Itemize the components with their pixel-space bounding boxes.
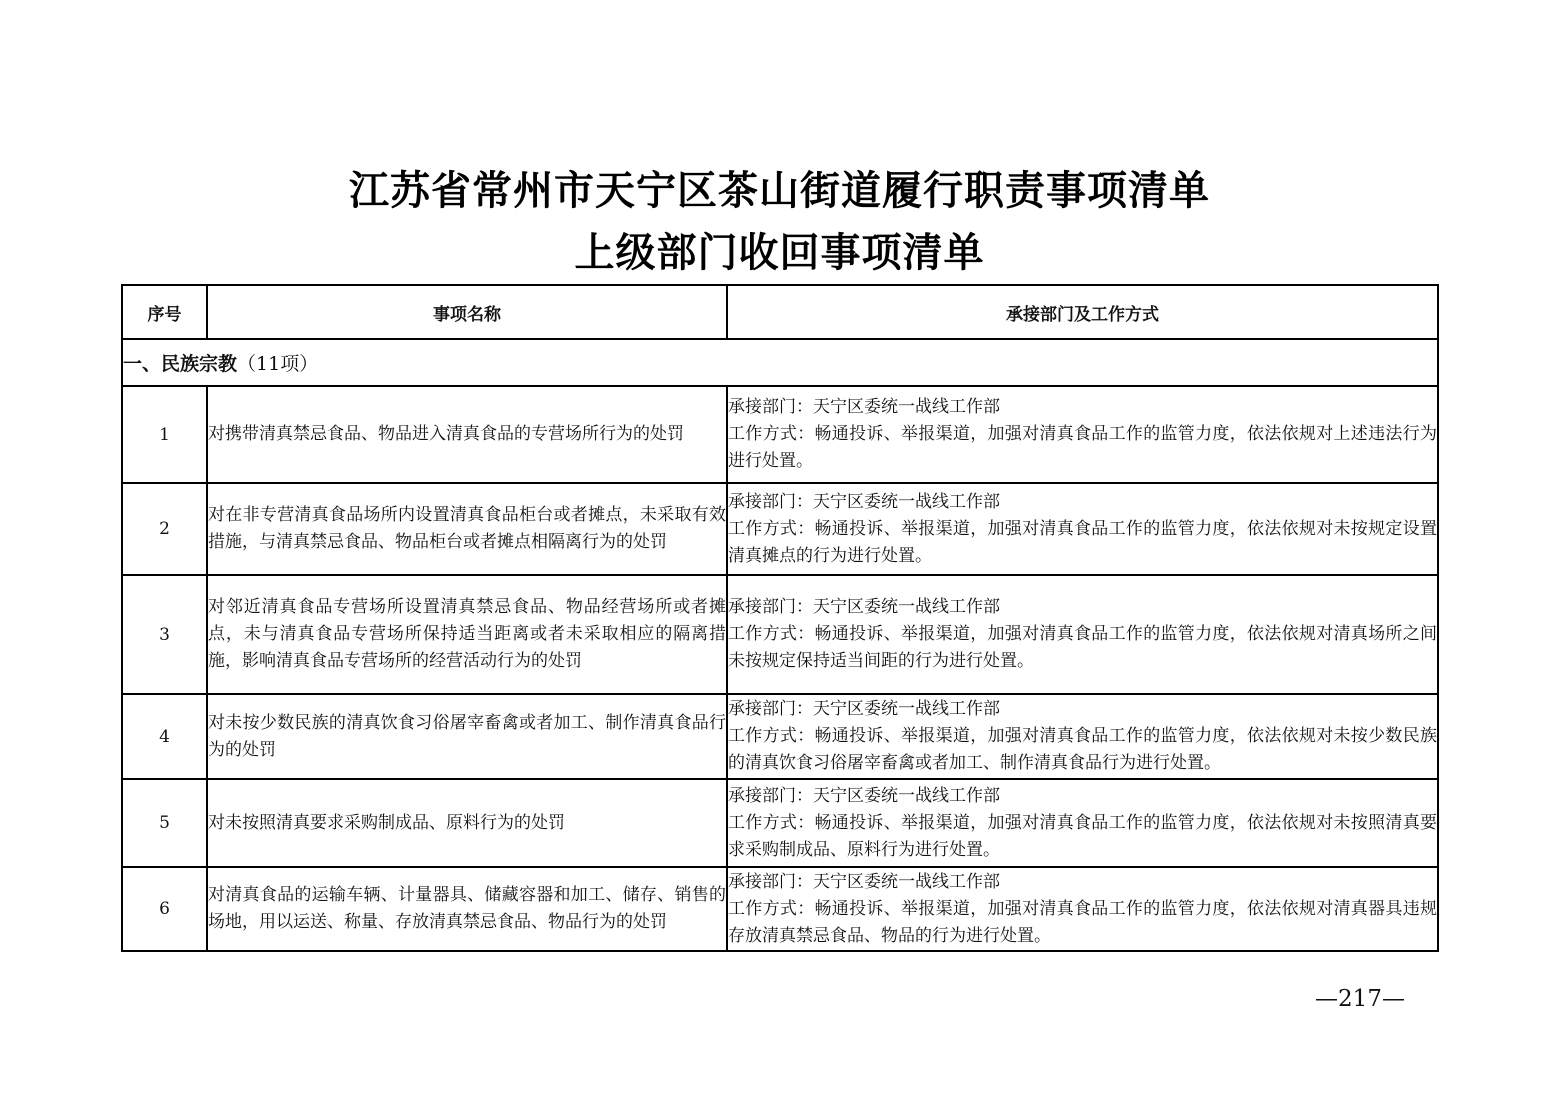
row-dept-line: 承接部门：天宁区委统一战线工作部 bbox=[728, 491, 1000, 512]
document-title bbox=[0, 160, 1559, 284]
row-index: 3 bbox=[122, 575, 207, 694]
table-row bbox=[122, 779, 1438, 867]
section-row bbox=[122, 339, 1438, 386]
header-name: 事项名称 bbox=[207, 285, 727, 339]
row-dept bbox=[727, 779, 1438, 867]
row-dept-line: 承接部门：天宁区委统一战线工作部 bbox=[728, 699, 1000, 719]
row-name: 对邻近清真食品专营场所设置清真禁忌食品、物品经营场所或者摊点，未与清真食品专营场所保持适当距离或者未采取相应的隔离措施，影响清真食品专营场所的经营活动行为的处罚 bbox=[207, 575, 727, 694]
row-dept-line: 承接部门：天宁区委统一战线工作部 bbox=[728, 785, 1000, 806]
row-method: 工作方式：畅通投诉、举报渠道，加强对清真食品工作的监管力度，依法依规对上述违法行为进行处置。 bbox=[728, 424, 1437, 471]
header-index: 序号 bbox=[122, 285, 207, 339]
row-dept bbox=[727, 575, 1438, 694]
row-name: 对清真食品的运输车辆、计量器具、储藏容器和加工、储存、销售的场地，用以运送、称量、存放清真禁忌食品、物品行为的处罚 bbox=[207, 867, 727, 951]
table-row bbox=[122, 575, 1438, 694]
table-header-row bbox=[122, 285, 1438, 339]
header-dept: 承接部门及工作方式 bbox=[727, 285, 1438, 339]
row-dept bbox=[727, 694, 1438, 779]
row-index: 2 bbox=[122, 483, 207, 575]
section-heading bbox=[122, 339, 1438, 386]
row-method: 工作方式：畅通投诉、举报渠道，加强对清真食品工作的监管力度，依法依规对清真器具违规存放清真禁忌食品、物品的行为进行处置。 bbox=[728, 898, 1437, 946]
section-label: 一、民族宗教 bbox=[123, 353, 238, 375]
row-method: 工作方式：畅通投诉、举报渠道，加强对清真食品工作的监管力度，依法依规对未按少数民族的清真饮食习俗屠宰畜禽或者加工、制作清真食品行为进行处置。 bbox=[728, 726, 1437, 773]
table-row bbox=[122, 694, 1438, 779]
row-name: 对携带清真禁忌食品、物品进入清真食品的专营场所行为的处罚 bbox=[207, 386, 727, 483]
row-index: 6 bbox=[122, 867, 207, 951]
row-index: 1 bbox=[122, 386, 207, 483]
row-index: 4 bbox=[122, 694, 207, 779]
matters-table bbox=[121, 284, 1439, 952]
page-number: —217— bbox=[1315, 986, 1405, 1012]
row-name: 对未按照清真要求采购制成品、原料行为的处罚 bbox=[207, 779, 727, 867]
table-row bbox=[122, 483, 1438, 575]
row-name: 对在非专营清真食品场所内设置清真食品柜台或者摊点，未采取有效措施，与清真禁忌食品、物品柜台或者摊点相隔离行为的处罚 bbox=[207, 483, 727, 575]
row-dept-line: 承接部门：天宁区委统一战线工作部 bbox=[728, 597, 1000, 617]
title-line-2: 上级部门收回事项清单 bbox=[574, 229, 985, 276]
row-dept-line: 承接部门：天宁区委统一战线工作部 bbox=[728, 397, 1000, 417]
row-method: 工作方式：畅通投诉、举报渠道，加强对清真食品工作的监管力度，依法依规对未按照清真要求采购制成品、原料行为进行处置。 bbox=[728, 812, 1437, 860]
row-method: 工作方式：畅通投诉、举报渠道，加强对清真食品工作的监管力度，依法依规对未按规定设置清真摊点的行为进行处置。 bbox=[728, 518, 1437, 566]
section-count: （11项） bbox=[237, 353, 319, 375]
table-row bbox=[122, 867, 1438, 951]
row-dept bbox=[727, 483, 1438, 575]
row-dept-line: 承接部门：天宁区委统一战线工作部 bbox=[728, 871, 1000, 892]
row-method: 工作方式：畅通投诉、举报渠道，加强对清真食品工作的监管力度，依法依规对清真场所之间未按规定保持适当间距的行为进行处置。 bbox=[728, 624, 1437, 671]
row-dept bbox=[727, 867, 1438, 951]
title-line-1: 江苏省常州市天宁区茶山街道履行职责事项清单 bbox=[349, 167, 1210, 214]
row-index: 5 bbox=[122, 779, 207, 867]
row-dept bbox=[727, 386, 1438, 483]
row-name: 对未按少数民族的清真饮食习俗屠宰畜禽或者加工、制作清真食品行为的处罚 bbox=[207, 694, 727, 779]
table-row bbox=[122, 386, 1438, 483]
